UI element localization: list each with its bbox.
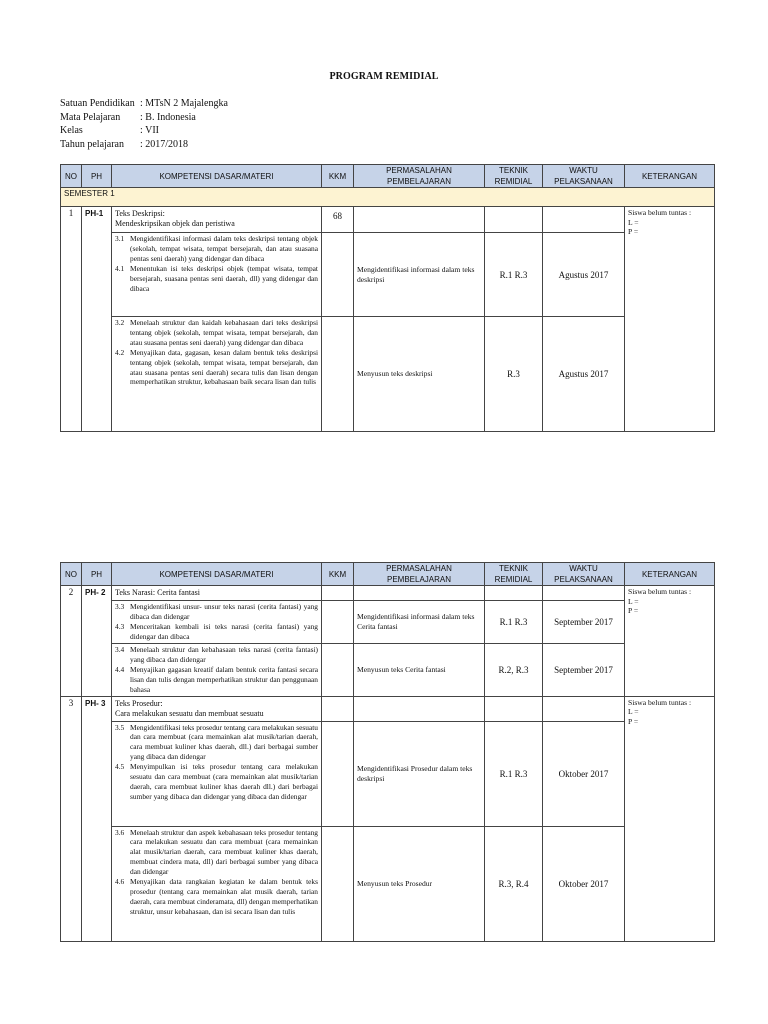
row-number: 1 xyxy=(61,207,82,432)
kd-number: 3.4 xyxy=(115,645,125,654)
teknik-cell: R.3, R.4 xyxy=(485,826,543,941)
kd-text: Menyajikan data, gagasan, kesan dalam bentuk teks deskripsi tentang objek (sekolah, tempat wisata, tempat bersejarah, dan atau suasana pentas seni daerah) secara tulis dan lisan dengan memperhatikan struktur, kebahasaan baik secara lisan dan tulis xyxy=(130,347,318,387)
document-meta xyxy=(60,97,228,151)
keterangan-l: L = xyxy=(628,217,639,227)
keterangan-text: Siswa belum tuntas : xyxy=(628,697,692,707)
header-kkm: KKM xyxy=(322,563,354,586)
kd-cell xyxy=(112,644,322,697)
header-kd: KOMPETENSI DASAR/MATERI xyxy=(112,165,322,188)
table-row xyxy=(61,586,715,601)
header-keterangan: KETERANGAN xyxy=(625,165,715,188)
waktu-cell: Oktober 2017 xyxy=(543,826,625,941)
semester-row xyxy=(61,188,715,207)
waktu-cell: September 2017 xyxy=(543,644,625,697)
table-row xyxy=(61,696,715,721)
empty-cell xyxy=(485,586,543,601)
kd-item xyxy=(115,828,318,878)
row-number: 2 xyxy=(61,586,82,697)
meta-label: Mata Pelajaran xyxy=(60,111,121,123)
semester-label: SEMESTER 1 xyxy=(61,188,715,207)
keterangan-text: Siswa belum tuntas : xyxy=(628,208,692,217)
remedial-table-1 xyxy=(60,164,715,432)
meta-value: : VII xyxy=(140,125,159,137)
table-row xyxy=(61,826,715,941)
table-row xyxy=(61,644,715,697)
header-text: WAKTU xyxy=(569,564,598,573)
header-text: WAKTU xyxy=(569,166,598,175)
kd-cell xyxy=(112,317,322,432)
ph-label: PH-1 xyxy=(82,207,112,432)
kd-text: Mengidentifikasi teks prosedur tentang cara melakukan sesuatu dan cara membuat (cara memainkan alat musik/tarian daerah, cara membuat kuliner khas daerah, dll.) dari berbagai sumber yang dibaca dan didengar xyxy=(130,722,318,762)
header-no: NO xyxy=(61,563,82,586)
permasalahan-cell: Menyusun teks deskripsi xyxy=(354,317,485,432)
header-text: PERMASALAHAN xyxy=(386,166,452,175)
kd-item xyxy=(115,264,318,294)
keterangan-cell xyxy=(625,586,715,697)
kd-item xyxy=(115,723,318,763)
kd-item xyxy=(115,877,318,917)
kd-cell xyxy=(112,826,322,941)
header-teknik xyxy=(485,563,543,586)
kd-text: Menelaah struktur dan kaidah kebahasaan dari teks deskripsi tentang objek (sekolah, tempat wisata, tempat bersejarah, dan atau suasana pentas seni daerah) yang didengar dan dibaca xyxy=(130,318,318,347)
header-no: NO xyxy=(61,165,82,188)
kd-item xyxy=(115,234,318,264)
kd-cell xyxy=(112,233,322,317)
materi-heading xyxy=(112,586,322,601)
empty-cell xyxy=(322,586,354,601)
kd-cell xyxy=(112,721,322,826)
keterangan-text: Siswa belum tuntas : xyxy=(628,587,692,596)
header-text: PELAKSANAAN xyxy=(554,177,613,186)
meta-row-kelas xyxy=(60,124,228,138)
teknik-cell: R.1 R.3 xyxy=(485,233,543,317)
empty-cell xyxy=(354,207,485,233)
header-text: REMIDIAL xyxy=(494,575,533,584)
keterangan-cell xyxy=(625,696,715,941)
remedial-table-2 xyxy=(60,562,715,942)
ph-label: PH- 3 xyxy=(82,696,112,941)
keterangan-l: L = xyxy=(628,596,639,606)
kd-text: Mengidentifikasi unsur- unsur teks narasi (cerita fantasi) yang dibaca dan didengar xyxy=(130,602,318,621)
materi-subtitle: Mendeskripsikan objek dan peristiwa xyxy=(115,219,235,228)
keterangan-cell xyxy=(625,207,715,432)
kd-item xyxy=(115,318,318,348)
kd-text: Menelaah struktur dan aspek kebahasaan teks prosedur tentang cara melakukan sesuatu dan cara membuat (cara memainkan alat musik/tarian daerah, cara membuat kuliner khas daerah, membuat cindera mata, dll) dari berbagai sumber yang dibaca dan didengar xyxy=(130,827,318,877)
header-text: PELAKSANAAN xyxy=(554,575,613,584)
empty-cell xyxy=(322,601,354,644)
empty-cell xyxy=(354,696,485,721)
teknik-cell: R.2, R.3 xyxy=(485,644,543,697)
teknik-cell: R.1 R.3 xyxy=(485,721,543,826)
kd-number: 4.5 xyxy=(115,762,125,772)
header-text: TEKNIK xyxy=(499,166,528,175)
header-waktu xyxy=(543,563,625,586)
kd-item xyxy=(115,762,318,802)
empty-cell xyxy=(543,586,625,601)
kd-number: 3.2 xyxy=(115,318,125,327)
table-row xyxy=(61,601,715,644)
kd-number: 3.5 xyxy=(115,722,125,732)
header-keterangan: KETERANGAN xyxy=(625,563,715,586)
kd-text: Menentukan isi teks deskripsi objek (tempat wisata, tempat bersejarah, suasana pentas seni daerah, dll) yang didengar dan dibaca xyxy=(130,263,318,293)
row-number: 3 xyxy=(61,696,82,941)
table-row xyxy=(61,317,715,432)
empty-cell xyxy=(543,696,625,721)
header-kkm: KKM xyxy=(322,165,354,188)
teknik-cell: R.1 R.3 xyxy=(485,601,543,644)
kd-item xyxy=(115,622,318,642)
materi-subtitle: Cara melakukan sesuatu dan membuat sesuatu xyxy=(115,708,264,718)
empty-cell xyxy=(322,233,354,317)
keterangan-l: L = xyxy=(628,707,639,717)
kd-number: 4.2 xyxy=(115,347,125,357)
kd-number: 3.1 xyxy=(115,234,125,243)
meta-value: : B. Indonesia xyxy=(140,111,196,123)
kd-item xyxy=(115,645,318,665)
materi-heading xyxy=(112,696,322,721)
empty-cell xyxy=(354,586,485,601)
meta-label: Kelas xyxy=(60,125,83,137)
header-text: PEMBELAJARAN xyxy=(386,177,452,186)
table-row xyxy=(61,207,715,233)
kd-item xyxy=(115,665,318,695)
permasalahan-cell: Mengidentifikasi Prosedur dalam teks deskripsi xyxy=(354,721,485,826)
empty-cell xyxy=(485,207,543,233)
kd-cell xyxy=(112,601,322,644)
keterangan-p: P = xyxy=(628,716,639,726)
meta-row-tahun-pelajaran xyxy=(60,138,228,152)
permasalahan-cell: Mengidentifikasi informasi dalam teks Cerita fantasi xyxy=(354,601,485,644)
empty-cell xyxy=(322,696,354,721)
header-text: REMIDIAL xyxy=(494,177,533,186)
kd-number: 4.6 xyxy=(115,877,125,887)
materi-heading xyxy=(112,207,322,233)
empty-cell xyxy=(322,721,354,826)
kd-number: 4.3 xyxy=(115,621,125,631)
materi-title: Teks Prosedur: xyxy=(115,698,163,708)
permasalahan-cell: Menyusun teks Prosedur xyxy=(354,826,485,941)
kd-number: 4.4 xyxy=(115,664,125,674)
materi-title: Teks Deskripsi: xyxy=(115,209,165,218)
waktu-cell: September 2017 xyxy=(543,601,625,644)
header-text: PERMASALAHAN xyxy=(386,564,452,573)
empty-cell xyxy=(322,644,354,697)
empty-cell xyxy=(543,207,625,233)
table-row xyxy=(61,721,715,826)
keterangan-p: P = xyxy=(628,227,639,237)
teknik-cell: R.3 xyxy=(485,317,543,432)
ph-label: PH- 2 xyxy=(82,586,112,697)
kd-number: 3.6 xyxy=(115,827,125,837)
waktu-cell: Agustus 2017 xyxy=(543,233,625,317)
header-ph: PH xyxy=(82,165,112,188)
empty-cell xyxy=(485,696,543,721)
meta-label: Tahun pelajaran xyxy=(60,138,124,150)
kd-text: Menyajikan gagasan kreatif dalam bentuk cerita fantasi secara lisan dan tulis dengan memperhatikan struktur dan penggunaan bahasa xyxy=(130,664,318,694)
keterangan-p: P = xyxy=(628,606,639,616)
header-teknik xyxy=(485,165,543,188)
kd-text: Mengidentifikasi informasi dalam teks deskripsi tentang objek (sekolah, tempat wisata, tempat bersejarah, dan atau suasana pentas seni daerah) yang didengar dan dibaca xyxy=(130,234,318,263)
kd-text: Menceritakan kembali isi teks narasi (cerita fantasi) yang didengar dan dibaca xyxy=(130,621,318,641)
meta-row-mata-pelajaran xyxy=(60,111,228,125)
kkm-value: 68 xyxy=(322,207,354,233)
meta-label: Satuan Pendidikan xyxy=(60,98,135,109)
permasalahan-cell: Mengidentifikasi informasi dalam teks deskripsi xyxy=(354,233,485,317)
kd-item xyxy=(115,602,318,622)
header-kd: KOMPETENSI DASAR/MATERI xyxy=(112,563,322,586)
kd-item xyxy=(115,348,318,388)
empty-cell xyxy=(322,317,354,432)
kd-number: 3.3 xyxy=(115,602,125,611)
document-title: PROGRAM REMIDIAL xyxy=(329,71,439,82)
header-text: PEMBELAJARAN xyxy=(386,575,452,584)
permasalahan-cell: Menyusun teks Cerita fantasi xyxy=(354,644,485,697)
header-waktu xyxy=(543,165,625,188)
header-ph: PH xyxy=(82,563,112,586)
meta-value: : MTsN 2 Majalengka xyxy=(140,98,228,109)
waktu-cell: Oktober 2017 xyxy=(543,721,625,826)
header-permasalahan xyxy=(354,563,485,586)
meta-value: : 2017/2018 xyxy=(140,138,189,150)
kd-number: 4.1 xyxy=(115,263,125,273)
meta-row-satuan-pendidikan xyxy=(60,97,228,111)
kd-text: Menelaah struktur dan kebahasaan teks narasi (cerita fantasi) yang dibaca dan didengar xyxy=(130,645,318,664)
header-permasalahan xyxy=(354,165,485,188)
materi-title: Teks Narasi: Cerita fantasi xyxy=(115,588,200,597)
kd-text: Menyimpulkan isi teks prosedur tentang cara melakukan sesuatu dan cara membuat (cara memainkan alat musik/tarian daerah, cara membuat kuliner khas daerah dll.) dari berbagai sumber yang dibaca dan didengar yang dibaca dan didengar xyxy=(130,762,318,801)
empty-cell xyxy=(322,826,354,941)
table-header-row xyxy=(61,563,715,586)
table-row xyxy=(61,233,715,317)
waktu-cell: Agustus 2017 xyxy=(543,317,625,432)
table-header-row xyxy=(61,165,715,188)
header-text: TEKNIK xyxy=(499,564,528,573)
kd-text: Menyajikan data rangkaian kegiatan ke dalam bentuk teks prosedur (tentang cara memainkan alat musik daerah, tarian daerah, cara membuat cinderamata, dll) dengan memperhatikan struktur, unsur kebahasaan, dan isi secara lisan dan tulis xyxy=(130,877,318,916)
